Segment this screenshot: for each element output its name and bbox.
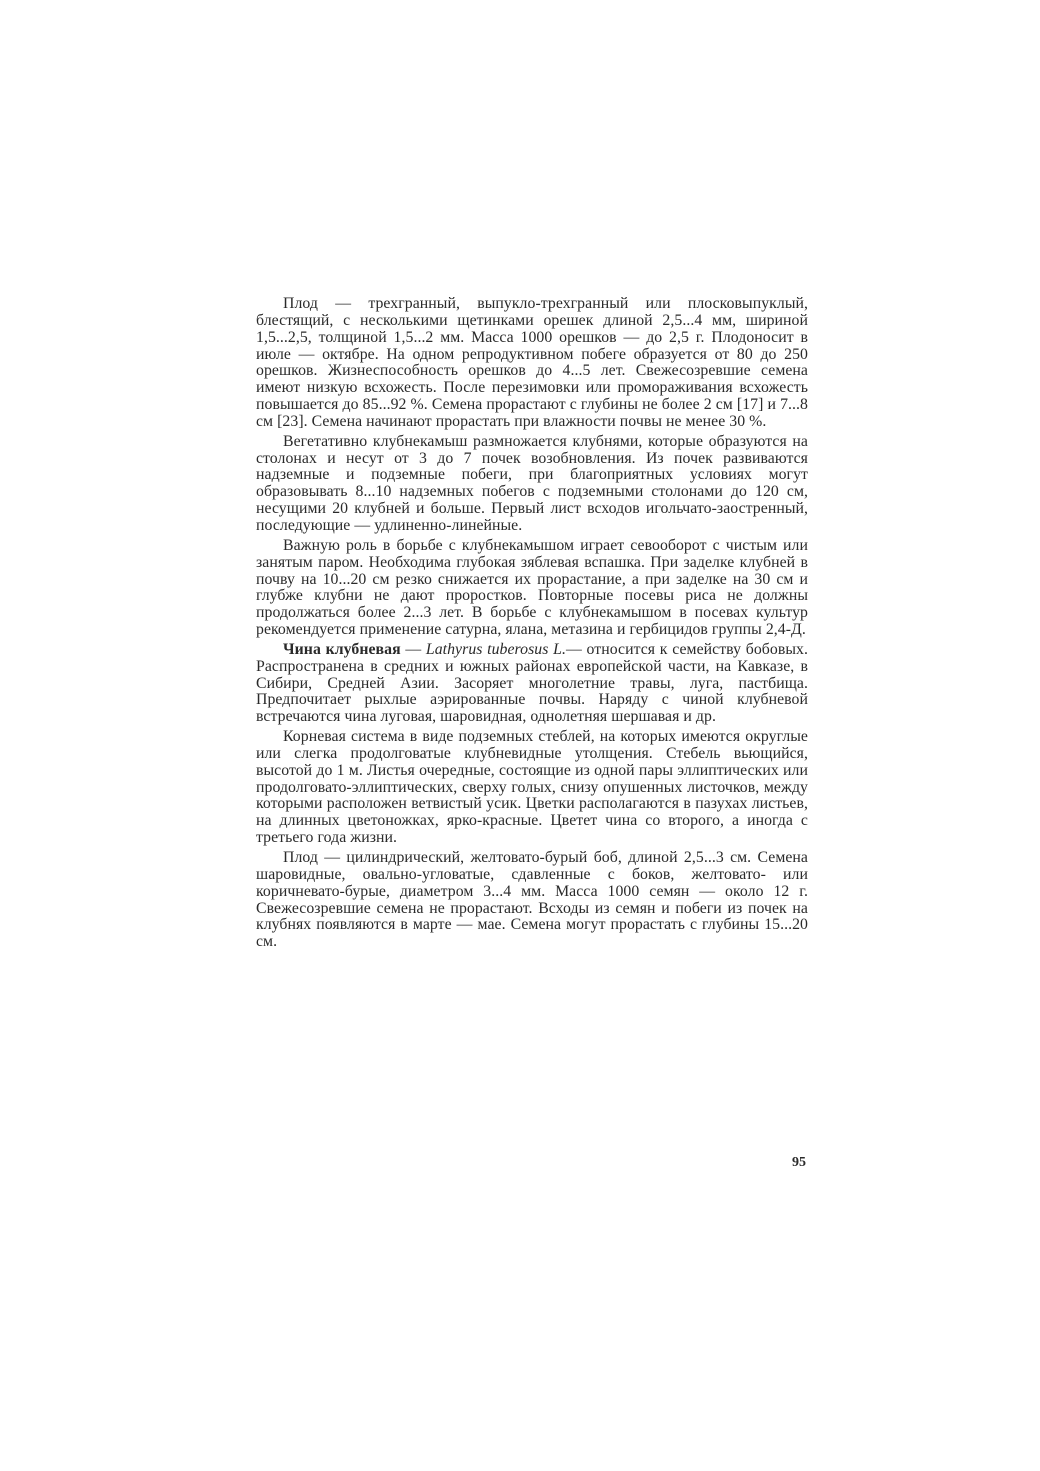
paragraph-control-measures bbox=[256, 538, 808, 639]
paragraph-text: Важную роль в борьбе с клубнекамышом играет севооборот с чистым или занятым паром. Необходима глубокая зяблевая вспашка. При заделке клубней в почву на 10...20 см резко снижается их прорастание, а при заделке на 30 см и глубже клубни не дают проростков. Повторные посевы риса не должны продолжаться более 2...3 лет. В борьбе с клубнекамышом в посевах культур рекомендуется применение сатурна, ялана, метазина и гербицидов группы 2,4-Д. bbox=[256, 536, 808, 639]
species-term: Чина клубневая bbox=[283, 640, 401, 658]
body-text bbox=[256, 296, 808, 954]
paragraph-text: Корневая система в виде подземных стеблей, на которых имеются округлые или слегка продолговатые клубневидные утолщения. Стебель вьющийся, высотой до 1 м. Листья очередные, состоящие из одной пары эллиптических или продолговато-эллиптических, сверху голых, снизу опушенных листочков, между которыми расположен ветвистый усик. Цветки располагаются в пазухах листьев, на длинных цветоножках, ярко-красные. Цветет чина со второго, а иногда с третьего года жизни. bbox=[256, 728, 808, 847]
dash-separator: — bbox=[400, 640, 426, 658]
paragraph-text: Плод — цилиндрический, желтовато-бурый боб, длиной 2,5...3 см. Семена шаровидные, овально-угловатые, сдавленные с боков, желтовато- или коричневато-бурые, диаметром 3...4 мм. Масса 1000 семян — около 12 г. Свежесозревшие семена не прорастают. Всходы из семян и побеги из почек на клубнях появляются в марте — мае. Семена могут прорастать с глубины 15...20 см. bbox=[256, 849, 808, 951]
latin-name: Lathyrus tuberosus L. bbox=[425, 640, 566, 658]
paragraph-text: относится к семейству бобовых. Распространена в средних и южных районах европейской части, на Кавказе, в Сибири, Средней Азии. Засоряет многолетние травы, луга, пастбища. Предпочитает рыхлые аэрированные почвы. Наряду с чиной клубневой встречаются чина луговая, шаровидная, однолетняя шершавая и др. bbox=[256, 640, 808, 726]
paragraph-vegetative-reproduction bbox=[256, 434, 808, 535]
paragraph-species-entry bbox=[256, 642, 808, 726]
dash-separator: — bbox=[565, 640, 587, 658]
paragraph-fruit-description bbox=[256, 296, 808, 431]
page-number: 95 bbox=[792, 1155, 806, 1170]
paragraph-text: Плод — трехгранный, выпукло-трехгранный или плосковыпуклый, блестящий, с несколькими щетинками орешек длиной 2,5...4 мм, шириной 1,5...2,5, толщиной 1,5...2 мм. Масса 1000 орешков — до 2,5 г. Плодоносит в июле — октябре. На одном репродуктивном побеге образуется от 80 до 250 орешков. Жизнеспособность орешков до 4...5 лет. Свежесозревшие семена имеют низкую всхожесть. После перезимовки или промораживания всхожесть повышается до 85...92 %. Семена прорастают с глубины не более 2 см [17] и 7...8 см [23]. Семена начинают прорастать при влажности почвы не менее 30 %. bbox=[256, 295, 808, 430]
paragraph-text: Вегетативно клубнекамыш размножается клубнями, которые образуются на столонах и несут от 3 до 7 почек возобновления. Из почек развиваются надземные и подземные побеги, при благоприятных условиях могут образовывать 8...10 надземных побегов с подземными столонами до 120 см, несущими 20 клубней и больше. Первый лист всходов игольчато-заостренный, последующие — удлиненно-линейные. bbox=[256, 432, 808, 534]
paragraph-root-system bbox=[256, 729, 808, 847]
paragraph-pod-and-seeds bbox=[256, 850, 808, 951]
